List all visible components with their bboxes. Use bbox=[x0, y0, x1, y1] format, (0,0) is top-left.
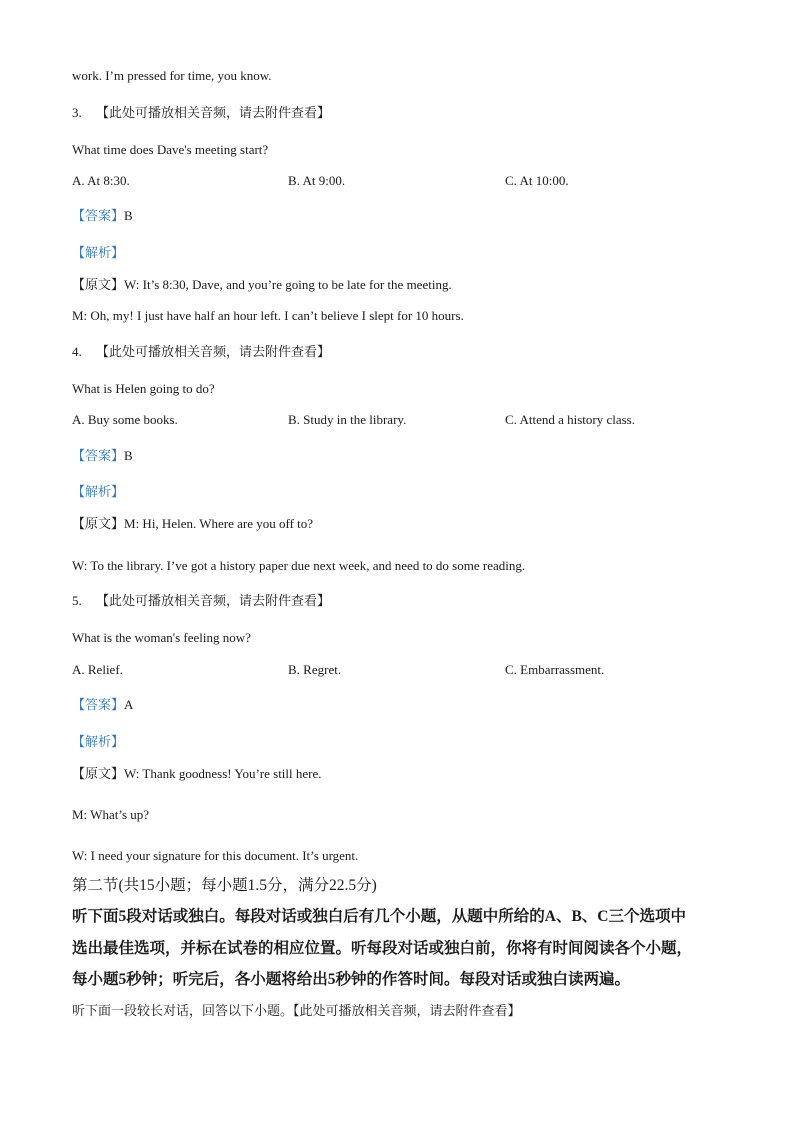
original-label: 【原文】 bbox=[72, 766, 125, 781]
section-2-title: 第二节(共15小题；每小题1.5分，满分22.5分) bbox=[72, 877, 377, 894]
analysis-label: 【解析】 bbox=[72, 245, 125, 260]
question-5-option-b: B. Regret. bbox=[288, 662, 342, 677]
question-number: 3. bbox=[72, 105, 82, 120]
transcript-line: M: Hi, Helen. Where are you off to? bbox=[124, 516, 314, 531]
question-4-transcript-2: W: To the library. I’ve got a history paper due next week, and need to do some reading. bbox=[72, 558, 526, 573]
question-5-analysis bbox=[72, 734, 124, 750]
question-3-audio bbox=[72, 105, 330, 121]
question-number: 5. bbox=[72, 593, 82, 608]
original-label: 【原文】 bbox=[72, 516, 125, 531]
question-3-option-a: A. At 8:30. bbox=[72, 173, 130, 188]
question-3-transcript-1 bbox=[72, 277, 452, 293]
answer-value: A bbox=[124, 697, 134, 712]
question-5-audio bbox=[72, 593, 330, 609]
question-4-audio bbox=[72, 344, 330, 360]
question-3-option-c: C. At 10:00. bbox=[505, 173, 569, 188]
question-4-transcript-1 bbox=[72, 516, 313, 532]
answer-label: 【答案】 bbox=[72, 208, 125, 223]
transcript-line: W: Thank goodness! You’re still here. bbox=[124, 766, 322, 781]
analysis-label: 【解析】 bbox=[72, 734, 125, 749]
transcript-line: W: It’s 8:30, Dave, and you’re going to be late for the meeting. bbox=[124, 277, 452, 292]
question-5-option-a: A. Relief. bbox=[72, 662, 123, 677]
question-5-answer bbox=[72, 697, 133, 713]
intro-line: work. I’m pressed for time, you know. bbox=[72, 68, 272, 83]
audio-note: 【此处可播放相关音频，请去附件查看】 bbox=[96, 344, 331, 359]
question-3-analysis bbox=[72, 245, 124, 261]
audio-note: 【此处可播放相关音频，请去附件查看】 bbox=[293, 1003, 521, 1018]
section-2-lead-in bbox=[72, 1003, 521, 1019]
question-4-answer bbox=[72, 448, 133, 464]
question-4-option-c: C. Attend a history class. bbox=[505, 412, 635, 427]
answer-label: 【答案】 bbox=[72, 448, 125, 463]
question-3-text: What time does Dave's meeting start? bbox=[72, 142, 269, 157]
question-5-transcript-1 bbox=[72, 766, 322, 782]
answer-value: B bbox=[124, 208, 133, 223]
question-5-option-c: C. Embarrassment. bbox=[505, 662, 605, 677]
section-2-instruction-3: 每小题5秒钟；听完后，各小题将给出5秒钟的作答时间。每段对话或独白读两遍。 bbox=[72, 971, 631, 988]
question-4-text: What is Helen going to do? bbox=[72, 381, 215, 396]
audio-note: 【此处可播放相关音频，请去附件查看】 bbox=[96, 593, 331, 608]
question-5-text: What is the woman's feeling now? bbox=[72, 630, 251, 645]
question-4-option-a: A. Buy some books. bbox=[72, 412, 178, 427]
question-4-analysis bbox=[72, 484, 124, 500]
section-2-instruction-2: 选出最佳选项，并标在试卷的相应位置。听每段对话或独白前，你将有时间阅读各个小题， bbox=[72, 940, 693, 957]
section-2-instruction-1: 听下面5段对话或独白。每段对话或独白后有几个小题，从题中所给的A、B、C三个选项中 bbox=[72, 908, 686, 925]
lead-in-text: 听下面一段较长对话，回答以下小题。 bbox=[72, 1003, 294, 1018]
analysis-label: 【解析】 bbox=[72, 484, 125, 499]
audio-note: 【此处可播放相关音频，请去附件查看】 bbox=[96, 105, 331, 120]
original-label: 【原文】 bbox=[72, 277, 125, 292]
answer-label: 【答案】 bbox=[72, 697, 125, 712]
question-3-transcript-2: M: Oh, my! I just have half an hour left. I can’t believe I slept for 10 hours. bbox=[72, 308, 464, 323]
question-3-option-b: B. At 9:00. bbox=[288, 173, 346, 188]
question-3-answer bbox=[72, 208, 133, 224]
answer-value: B bbox=[124, 448, 133, 463]
question-5-transcript-2: M: What’s up? bbox=[72, 807, 150, 822]
question-4-option-b: B. Study in the library. bbox=[288, 412, 407, 427]
question-number: 4. bbox=[72, 344, 82, 359]
question-5-transcript-3: W: I need your signature for this document. It’s urgent. bbox=[72, 848, 359, 863]
